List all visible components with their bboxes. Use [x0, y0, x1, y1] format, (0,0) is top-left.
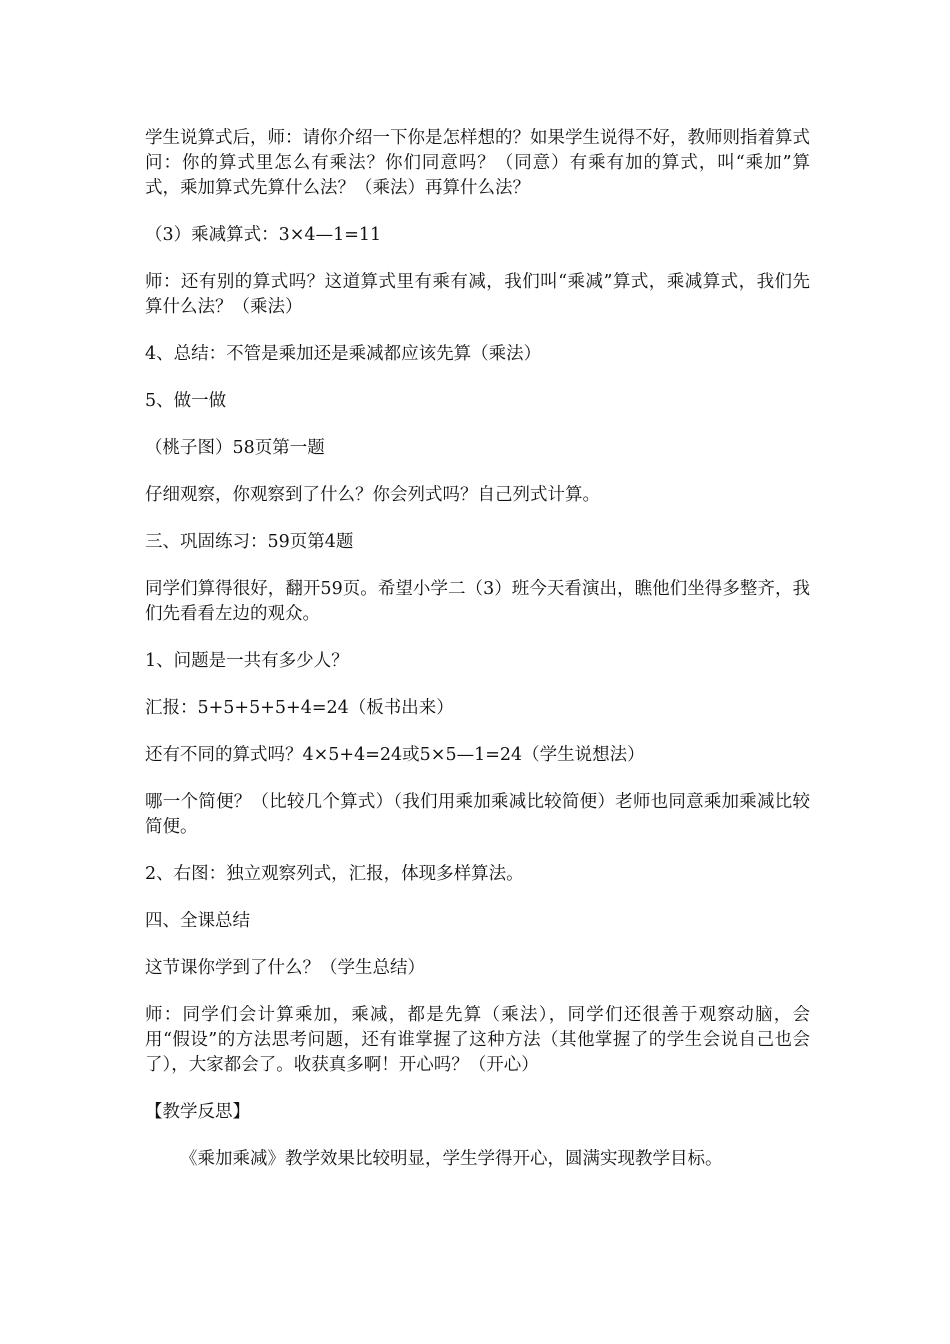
paragraph-reflection: 《乘加乘减》教学效果比较明显，学生学得开心，圆满实现教学目标。 [180, 1149, 723, 1169]
paragraph-other-formula: 师：还有别的算式吗？这道算式里有乘有减，我们叫“乘减”算式，乘减算式，我们先算什么法？（乘法） [145, 272, 810, 317]
paragraph-summary: 4、总结：不管是乘加还是乘减都应该先算（乘法） [145, 344, 542, 364]
paragraph-report: 汇报：5+5+5+5+4=24（板书出来） [145, 698, 454, 718]
paragraph-explain-method: 学生说算式后，师：请你介绍一下你是怎样想的？如果学生说得不好，教师则指着算式问：你的算式里怎么有乘法？你们同意吗？（同意）有乘有加的算式，叫“乘加”算式，乘加算式先算什么法？（乘法）再算什么法？ [145, 128, 810, 198]
paragraph-teacher-conclusion: 师：同学们会计算乘加，乘减，都是先算（乘法），同学们还很善于观察动脑，会用“假设”的方法思考问题，还有谁掌握了这种方法（其他掌握了的学生会说自己也会了），大家都会了。收获真多啊！开心吗？（开心） [145, 1005, 810, 1075]
paragraph-which-simpler: 哪一个简便？（比较几个算式）（我们用乘加乘减比较简便）老师也同意乘加乘减比较简便。 [145, 792, 810, 837]
paragraph-multiply-subtract-formula: （3）乘减算式：3×4—1=11 [145, 225, 382, 245]
section-heading-lesson-summary: 四、全课总结 [145, 911, 250, 931]
paragraph-turn-to-page: 同学们算得很好，翻开59页。希望小学二（3）班今天看演出，瞧他们坐得多整齐，我们先看看左边的观众。 [145, 579, 810, 624]
paragraph-question-1: 1、问题是一共有多少人？ [145, 651, 349, 671]
paragraph-what-learned: 这节课你学到了什么？（学生总结） [145, 958, 425, 978]
paragraph-different-formulas: 还有不同的算式吗？4×5+4=24或5×5—1=24（学生说想法） [145, 745, 645, 765]
paragraph-practice-heading: 5、做一做 [145, 391, 227, 411]
section-heading-consolidation: 三、巩固练习：59页第4题 [145, 532, 354, 552]
paragraph-right-picture: 2、右图：独立观察列式，汇报，体现多样算法。 [145, 864, 524, 884]
section-heading-reflection: 【教学反思】 [145, 1102, 250, 1122]
document-body [145, 126, 810, 1194]
paragraph-observe: 仔细观察，你观察到了什么？你会列式吗？自己列式计算。 [145, 485, 600, 505]
paragraph-peach-picture: （桃子图）58页第一题 [145, 438, 325, 458]
